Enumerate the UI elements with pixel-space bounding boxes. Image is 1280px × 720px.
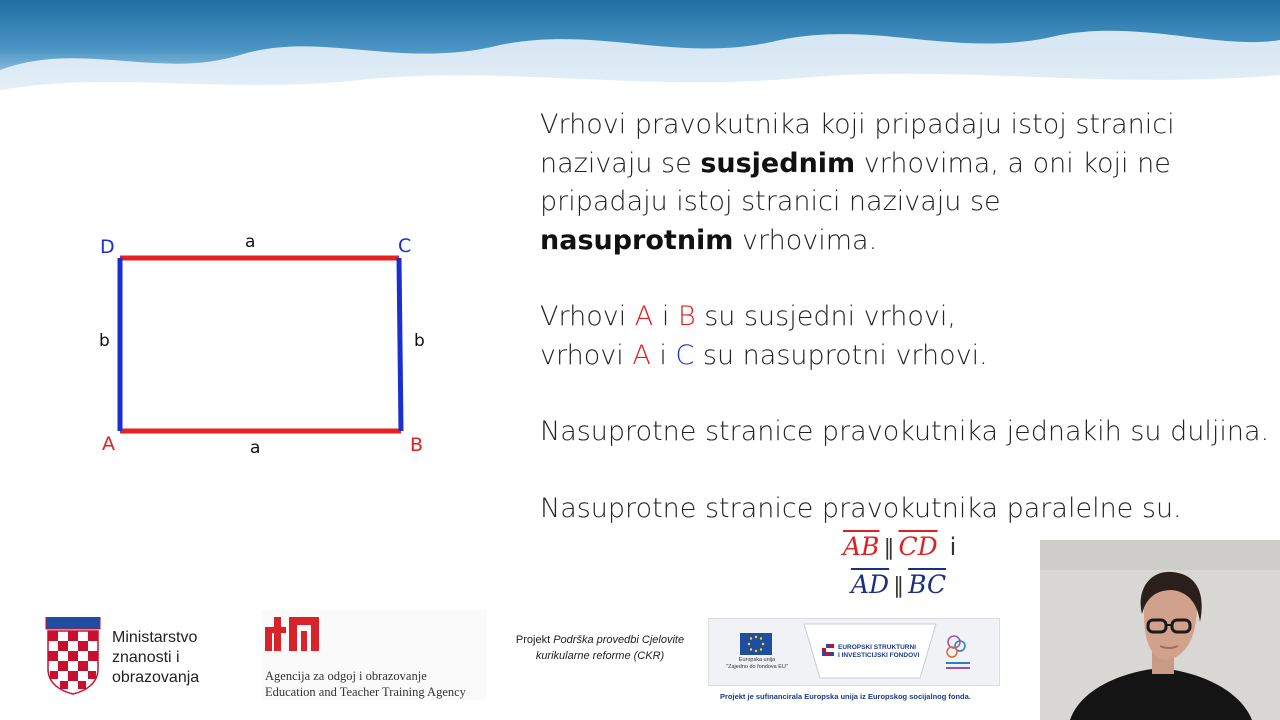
vertex-label-c: C <box>398 235 412 257</box>
esif-text: EUROPSKI STRUKTURNI I INVESTICIJSKI FONDOVI <box>838 644 920 659</box>
ministry-name: Ministarstvo znanosti i obrazovanja <box>112 629 200 686</box>
segment-ab: $\overline{AB}$ <box>843 532 880 561</box>
parallel-symbol-2: ∥ <box>893 574 905 599</box>
side-bc <box>399 258 401 431</box>
segment-ad: $\overline{AD}$ <box>851 570 890 599</box>
slide-text <box>540 106 1280 528</box>
conjunction: i <box>949 533 957 561</box>
equal-length-statement: Nasuprotne stranice pravokutnika jednakih su duljina. <box>540 416 1270 447</box>
eu-cofinancing-caption: Projekt je sufinancirala Europska unija iz Europskog socijalnog fonda. <box>720 692 971 701</box>
project-note: Projekt Podrška provedbi Cjelovite kurikularne reforme (CKR) <box>515 634 685 662</box>
parallel-formula-line1 <box>843 532 960 561</box>
vertex-label-d: D <box>100 236 115 258</box>
definition-paragraph: Vrhovi pravokutnika koji pripadaju istoj stranici nazivaju se susjednim vrhovima, a oni koji ne pripadaju istoj stranici nazivaju se nasuprotnim vrhovima. <box>540 109 1175 256</box>
vertex-label-b: B <box>410 434 424 456</box>
segment-cd: $\overline{CD}$ <box>898 532 938 561</box>
parallel-formula-line2 <box>851 570 946 599</box>
croatian-coat-of-arms-logo <box>44 617 102 695</box>
parallel-symbol: ∥ <box>883 536 895 561</box>
keyword-susjednim: susjednim <box>700 147 856 179</box>
parallel-statement: Nasuprotne stranice pravokutnika paralelne su. <box>540 492 1182 524</box>
eu-flag-icon <box>740 633 772 655</box>
sky-banner <box>0 0 1280 110</box>
keyword-nasuprotnim: nasuprotnim <box>540 224 734 256</box>
ckr-small-logo <box>940 630 976 674</box>
agency-logo-mark <box>265 613 325 657</box>
side-label-right: b <box>414 331 425 351</box>
agency-name: Agencija za odgoj i obrazovanje Education and Teacher Training Agency <box>265 669 466 699</box>
eu-label: Europska unija "Zajedno do fondova EU" <box>726 657 788 670</box>
opposite-vertices-line: vrhovi A i C su nasuprotni vrhovi. <box>540 339 988 371</box>
presenter-webcam-video <box>1040 540 1280 720</box>
segment-bc: $\overline{BC}$ <box>908 570 947 599</box>
side-label-bottom: a <box>250 438 261 458</box>
vertex-label-a: A <box>102 433 115 455</box>
rectangle-diagram <box>90 225 450 465</box>
side-label-left: b <box>99 331 110 351</box>
side-label-top: a <box>245 232 256 252</box>
adjacent-vertices-line: Vrhovi A i B su susjedni vrhovi, <box>540 301 956 332</box>
